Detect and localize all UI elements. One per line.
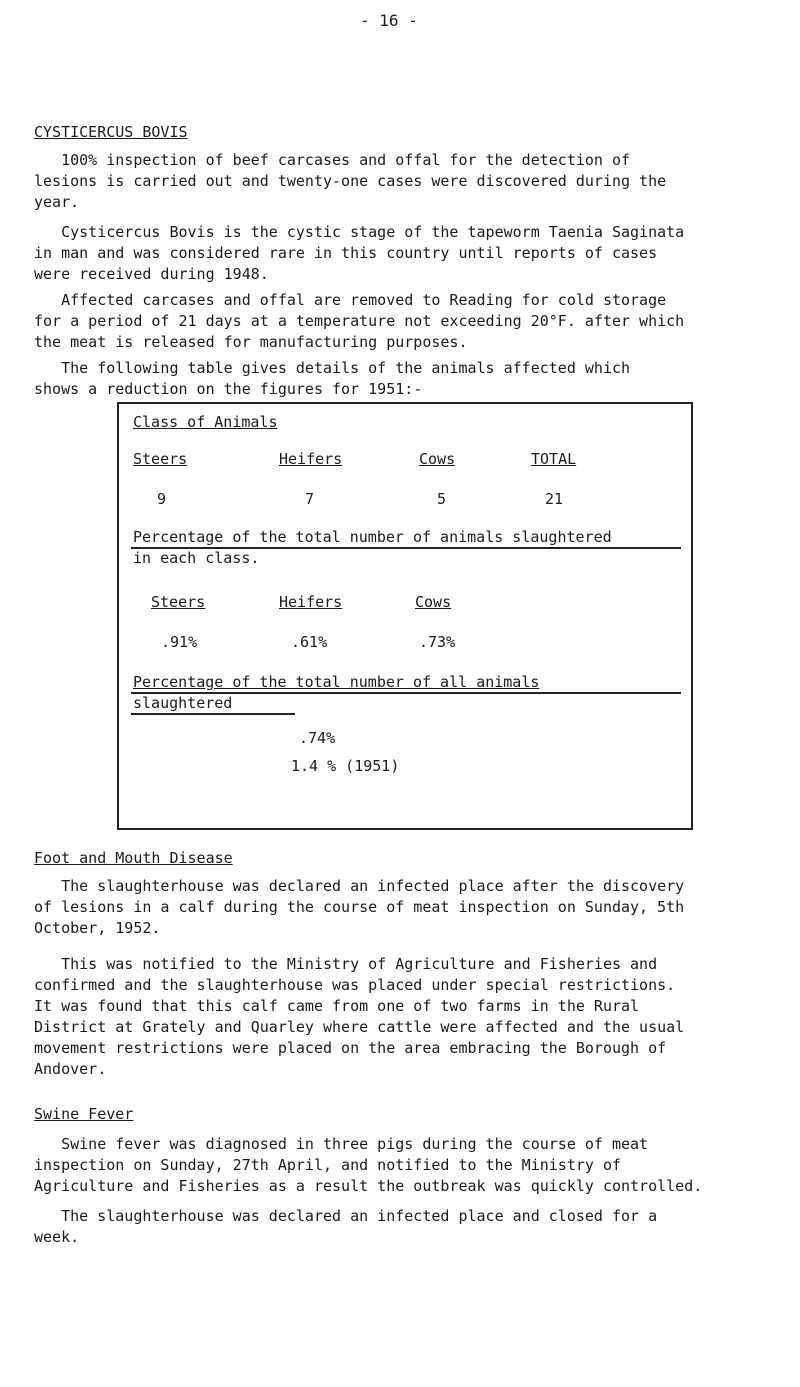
header-heifers: Heifers (279, 450, 343, 468)
swine-fever-heading: Swine Fever (34, 1105, 134, 1123)
foot-mouth-paragraph-1: The slaughterhouse was declared an infected place after the discovery of lesions in a calf during the course of meat inspection on Sunday, 5th October, 1952. (34, 877, 685, 937)
page-number: - 16 - (360, 11, 418, 30)
pct-all-value: .74% (299, 729, 336, 747)
swine-fever-paragraph-2: The slaughterhouse was declared an infected place and closed for a week. (34, 1207, 658, 1246)
pct-all-1951: 1.4 % (1951) (291, 757, 400, 775)
foot-mouth-paragraph-2: This was notified to the Ministry of Agriculture and Fisheries and confirmed and the slaughterhouse was placed under special restrictions. It was found that this calf came from one of two farms in the Rural District at Grately and Quarley where cattle were affected and the usual movement restrictions were placed on the area embracing the Borough of Andover. (34, 955, 685, 1078)
count-total: 21 (545, 490, 564, 508)
pct-cows: .73% (419, 633, 456, 651)
count-steers: 9 (157, 490, 167, 508)
cysticercus-paragraph-2: Cysticercus Bovis is the cystic stage of the tapeworm Taenia Saginata in man and was considered rare in this country until reports of cases were received during 1948. (34, 223, 685, 283)
pct-class-title-line-1: Percentage of the total number of animals slaughtered (133, 528, 612, 546)
header-cows: Cows (419, 450, 456, 468)
pct-class-title-line-2: in each class. (133, 549, 260, 567)
pct-all-title-line-1: Percentage of the total number of all animals (133, 673, 540, 691)
cysticercus-paragraph-1: 100% inspection of beef carcases and offal for the detection of lesions is carried out and twenty-one cases were discovered during the year. (34, 151, 667, 211)
pct-heifers: .61% (291, 633, 328, 651)
pct-header-heifers: Heifers (279, 593, 343, 611)
header-total: TOTAL (531, 450, 577, 468)
pct-header-cows: Cows (415, 593, 452, 611)
pct-steers: .91% (161, 633, 198, 651)
count-cows: 5 (437, 490, 447, 508)
foot-mouth-heading: Foot and Mouth Disease (34, 849, 233, 867)
pct-all-title-line-2: slaughtered (133, 694, 233, 712)
swine-fever-paragraph-1: Swine fever was diagnosed in three pigs during the course of meat inspection on Sunday, 27th April, and notified to the Ministry of Agriculture and Fisheries as a result the outbreak was quickly controlled. (34, 1135, 703, 1195)
animals-table (117, 402, 693, 830)
pct-header-steers: Steers (151, 593, 206, 611)
cysticercus-heading: CYSTICERCUS BOVIS (34, 123, 188, 141)
class-of-animals-title: Class of Animals (133, 413, 278, 431)
cysticercus-paragraph-3: Affected carcases and offal are removed to Reading for cold storage for a period of 21 days at a temperature not exceeding 20°F. after which the meat is released for manufacturing purposes. (34, 291, 685, 351)
divider-rule (131, 713, 295, 715)
count-heifers: 7 (305, 490, 315, 508)
header-steers: Steers (133, 450, 188, 468)
cysticercus-paragraph-4: The following table gives details of the animals affected which shows a reduction on the figures for 1951:- (34, 359, 631, 398)
